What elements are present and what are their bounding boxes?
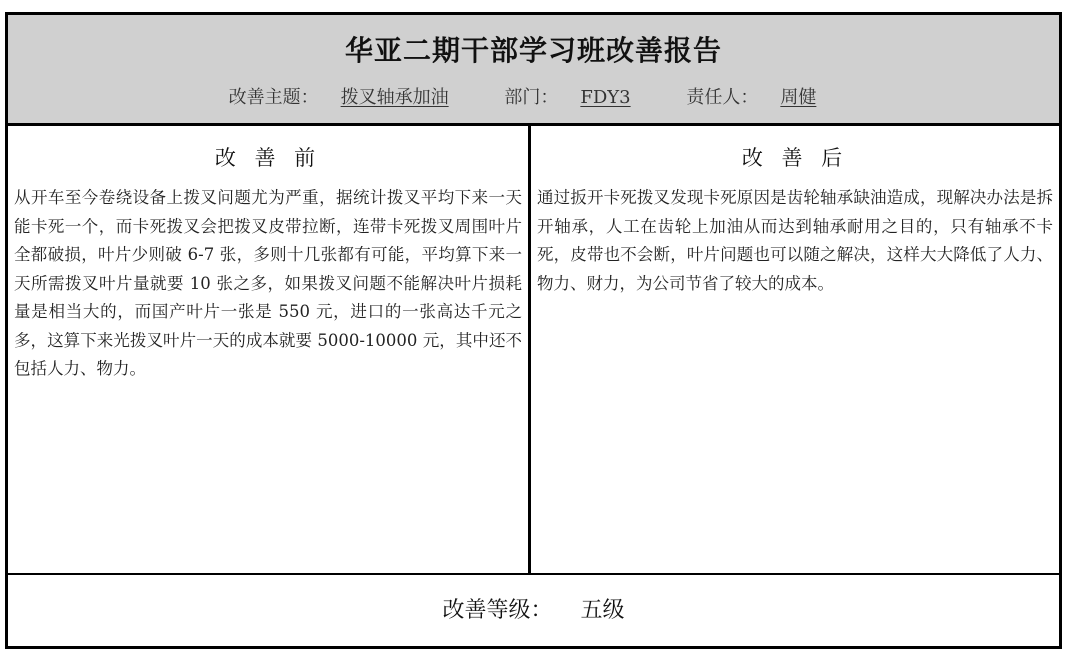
- grade-value: 五级: [580, 598, 625, 623]
- report-title: 华亚二期干部学习班改善报告: [344, 34, 722, 67]
- report-frame: [5, 12, 1062, 649]
- after-heading: 改 善 后: [741, 146, 849, 170]
- grade-row: [8, 575, 1059, 646]
- comparison-section: [8, 126, 1059, 575]
- dept-value: FDY3: [580, 87, 631, 108]
- owner-label: 责任人：: [686, 87, 759, 108]
- before-text: 从开车至今卷绕设备上拨叉问题尤为严重，据统计拨叉平均下来一天能卡死一个，而卡死拨叉会把拨叉皮带拉断，连带卡死拨叉周围叶片全都破损，叶片少则破 6-7 张，多则十几张都有可能，平均算下来一天所需拨叉叶片量就要 10 张之多，如果拨叉问题不能解决叶片损耗量是相当大的，而国产叶片一张是 550 元，进口的一张高达千元之多，这算下来光拨叉叶片一天的成本就要 5000-10000 元，其中还不包括人力、物力。: [14, 188, 522, 378]
- grade-label: 改善等级：: [442, 598, 553, 623]
- topic-label: 改善主题：: [228, 87, 319, 108]
- before-heading: 改 善 前: [214, 146, 322, 170]
- report-meta: [8, 83, 1059, 109]
- report-header: [8, 15, 1059, 126]
- before-column: [8, 126, 531, 573]
- after-text: 通过扳开卡死拨叉发现卡死原因是齿轮轴承缺油造成，现解决办法是拆开轴承，人工在齿轮上加油从而达到轴承耐用之目的，只有轴承不卡死，皮带也不会断，叶片问题也可以随之解决，这样大大降低了人力、物力、财力，为公司节省了较大的成本。: [537, 188, 1053, 293]
- dept-label: 部门：: [504, 87, 559, 108]
- after-column: [531, 126, 1059, 573]
- topic-value: 拨叉轴承加油: [340, 87, 449, 108]
- owner-value: 周健: [780, 87, 817, 108]
